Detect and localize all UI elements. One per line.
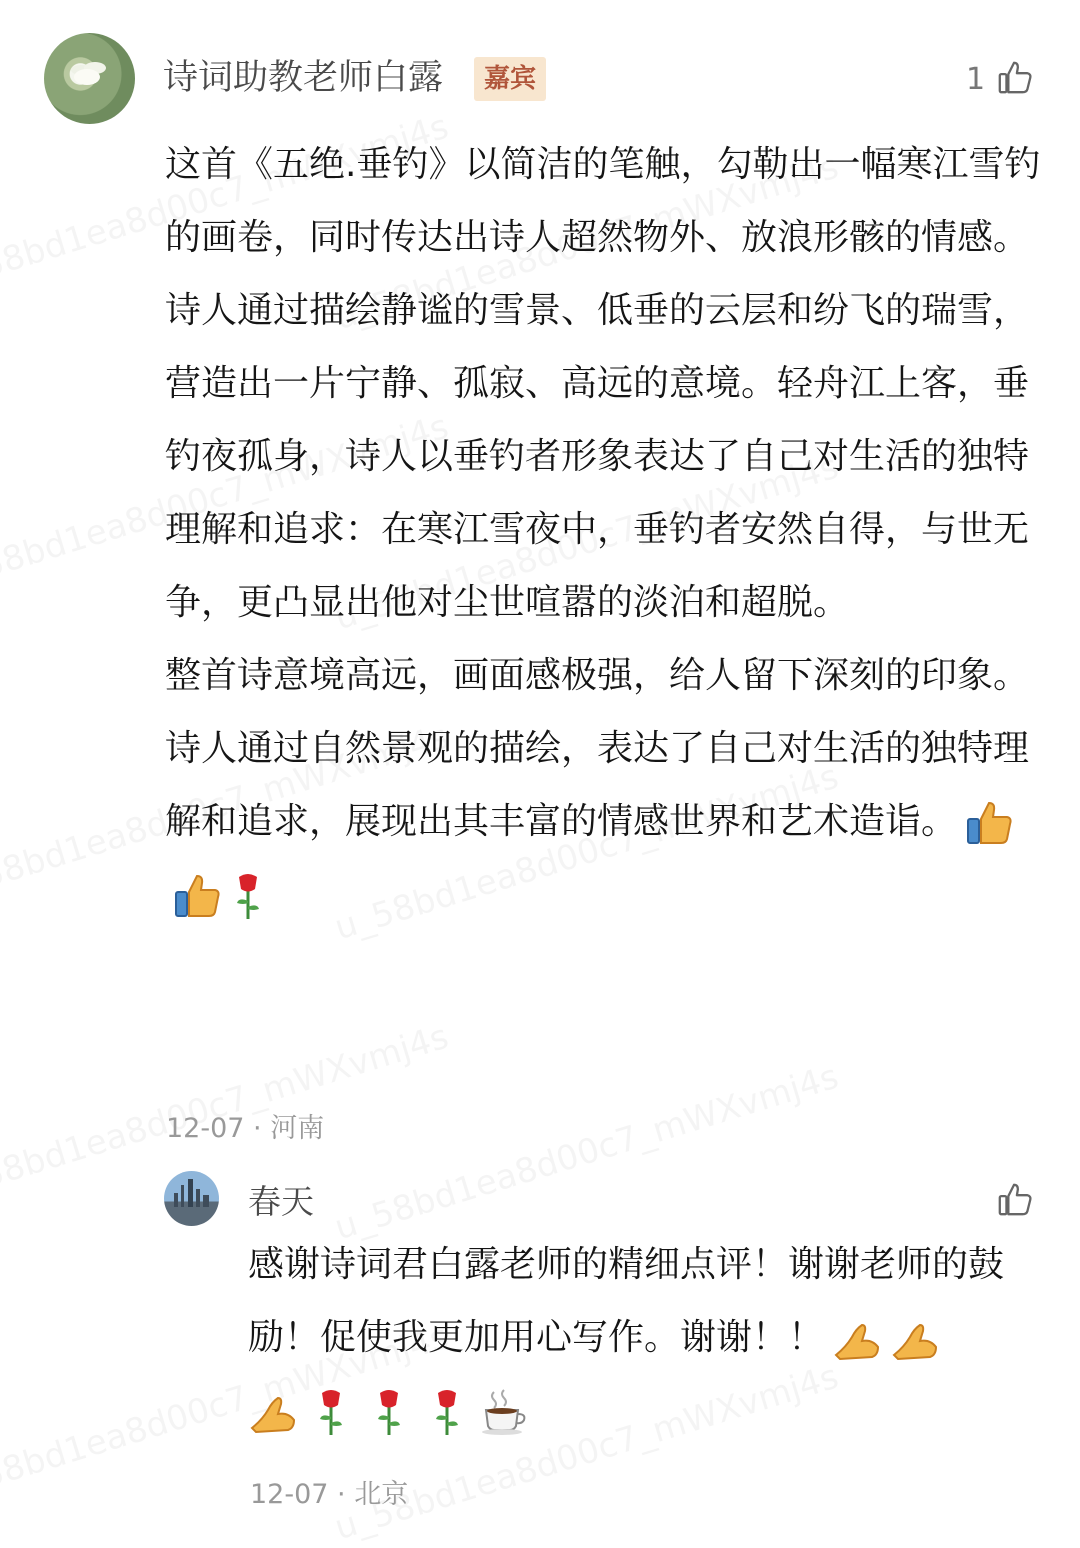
reply-date: 12-07 [250,1479,329,1510]
city-skyline-icon [164,1171,219,1226]
guest-badge: 嘉宾 [474,57,546,101]
reply-avatar[interactable] [164,1171,219,1226]
ok-hand-emoji-icon [890,1317,940,1361]
thumbs-up-emoji-icon [173,872,223,920]
reply-text: 感谢诗词君白露老师的精细点评！谢谢老师的鼓励！促使我更加用心写作。谢谢！！ [248,1244,1005,1358]
like-count: 1 [966,62,986,97]
reply-meta: 12-07 · 北京 [250,1479,409,1510]
reply-body [248,1228,1048,1447]
reply-username[interactable]: 春天 [248,1182,314,1221]
comment-paragraph: 诗人通过描绘静谧的雪景、低垂的云层和纷飞的瑞雪，营造出一片宁静、孤寂、高远的意境。轻舟江上客，垂钓夜孤身，诗人以垂钓者形象表达了自己对生活的独特理解和追求：在寒江雪夜中，垂钓者安然自得，与世无争，更凸显出他对尘世喧嚣的淡泊和超脱。 [165,290,1030,623]
thumbs-up-icon[interactable] [996,1180,1034,1218]
comment-body [165,128,1055,931]
coffee-cup-emoji-icon [480,1388,532,1436]
reply-paragraph [248,1228,1048,1374]
comment-date: 12-07 [166,1113,245,1144]
rose-emoji-icon [231,871,265,921]
comment-paragraph: 这首《五绝.垂钓》以简洁的笔触，勾勒出一幅寒江雪钓的画卷，同时传达出诗人超然物外、放浪形骸的情感。 [165,144,1041,258]
comment-meta: 12-07 · 河南 [166,1113,325,1144]
rose-emoji-icon [364,1387,414,1437]
reply-emoji-row [240,1374,1048,1447]
rose-emoji-icon [422,1387,472,1437]
rose-emoji-icon [306,1387,356,1437]
avatar[interactable] [44,33,135,124]
comment-location: 河南 [270,1113,325,1144]
ok-hand-emoji-icon [248,1390,298,1434]
username[interactable]: 诗词助教老师白露 [163,58,444,98]
comment-paragraph-text: 整首诗意境高远，画面感极强，给人留下深刻的印象。诗人通过自然景观的描绘，表达了自己对生活的独特理解和追求，展现出其丰富的情感世界和艺术造诣。 [165,655,1030,842]
reply-location: 北京 [354,1479,409,1510]
thumbs-up-emoji-icon [965,799,1015,847]
ok-hand-emoji-icon [832,1317,882,1361]
watermark [330,1057,843,1249]
thumbs-up-icon[interactable] [996,58,1034,96]
comment-paragraph [165,639,1055,931]
